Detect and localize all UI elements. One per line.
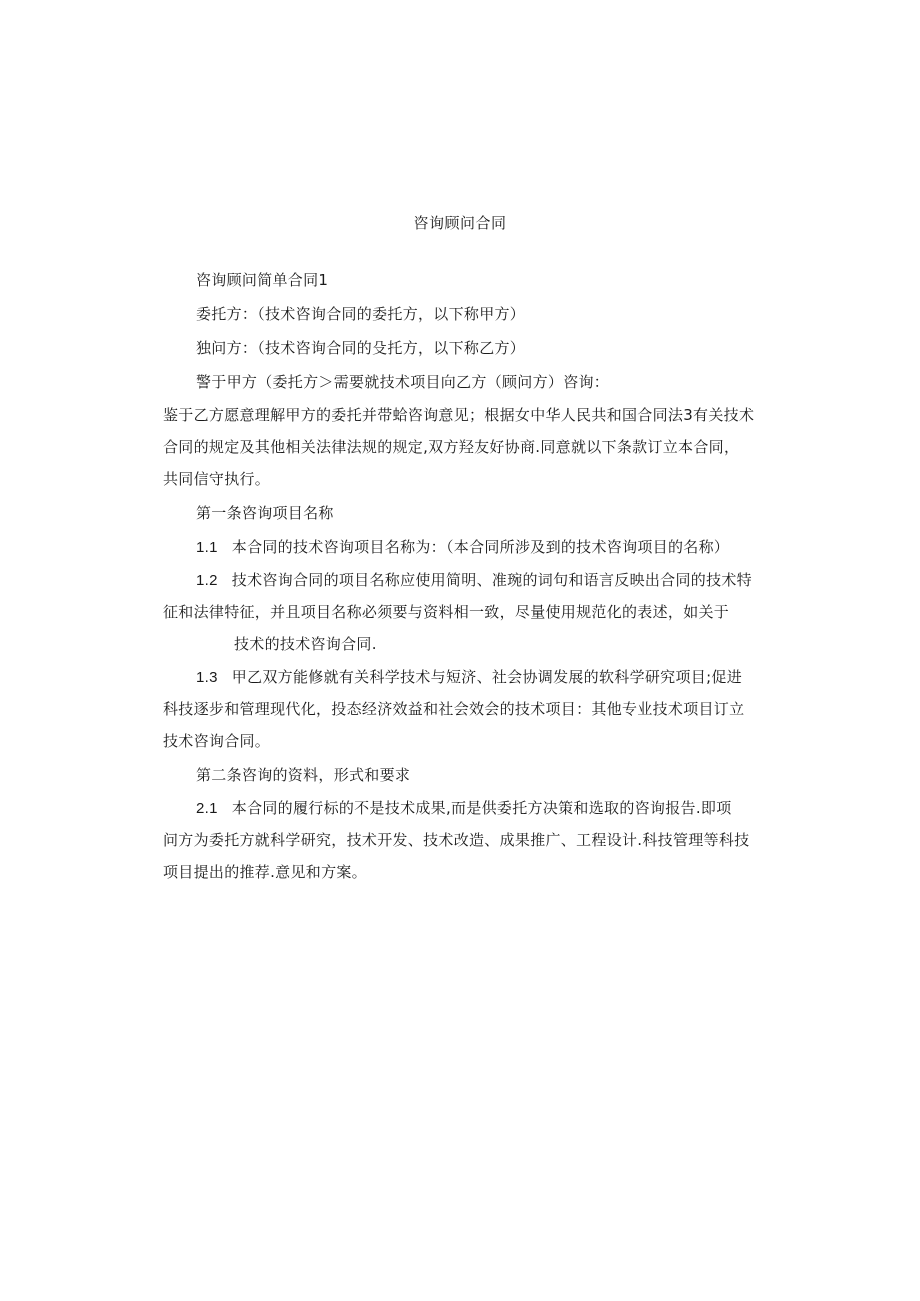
clause-text: 本合同的履行标的不是技术成果,而是供委托方决策和选取的咨询报告.即项 [231,799,732,817]
clause-number: 2.1 [196,800,218,817]
whereas-line-1: 警于甲方（委托方＞需要就技术项目向乙方（顾问方）咨询： [196,373,610,391]
clause-1-3 [196,666,742,687]
clause-1-2-cont-2: 技术的技术咨询合同. [234,635,377,653]
whereas-line-2b: 合同的规定及其他相关法律法规的规定,双方羟友好协商.同意就以下条款订立本合同， [163,438,740,456]
clause-number: 1.3 [196,669,218,686]
clause-text: 甲乙双方能修就有关科学技术与短济、社会协调发展的软科学研究项目;促进 [231,668,743,686]
clause-2-1 [196,797,732,818]
clause-number: 1.1 [196,539,218,556]
document-title: 咨询顾问合同 [413,214,507,232]
section-2-heading: 第二条咨询的资料，形式和要求 [196,766,411,784]
clause-2-1-cont-2: 项目提出的推荐.意见和方案。 [163,863,367,881]
clause-text: 本合同的技术咨询项目名称为：（本合同所涉及到的技术咨询项目的名称） [231,538,730,556]
clause-1-2-cont-1: 征和法律特征，并且项目名称必须要与资料相一致，尽量使用规范化的表述，如关于 [163,603,730,621]
clause-number: 1.2 [196,572,218,589]
clause-text: 技术咨询合同的项目名称应使用简明、准琬的词句和语言反映出合同的技术特 [231,571,752,589]
clause-1-3-cont-2: 技术咨询合同。 [163,732,271,750]
clause-2-1-cont-1: 问方为委托方就科学研究，技术开发、技术改造、成果推广、工程设计.科技管理等科技 [163,831,750,849]
contract-subtitle: 咨询顾问简单合同1 [196,271,329,289]
client-party-line: 委托方：（技术咨询合同的委托方，以下称甲方） [196,305,526,323]
consultant-party-line: 独问方：（技术咨询合同的殳托方，以下称乙方） [196,339,526,357]
clause-1-1 [196,536,729,557]
section-1-heading: 第一条咨询项目名称 [196,504,334,522]
whereas-line-2c: 共同信守执行。 [163,470,271,488]
clause-1-2 [196,569,752,590]
whereas-line-2a: 鉴于乙方愿意理解甲方的委托并带蛤咨询意见；根据女中华人民共和国合同法3有关技术 [163,406,755,424]
clause-1-3-cont-1: 科技逐步和管理现代化，投态经济效益和社会效会的技术项目：其他专业技术项目订立 [163,700,745,718]
